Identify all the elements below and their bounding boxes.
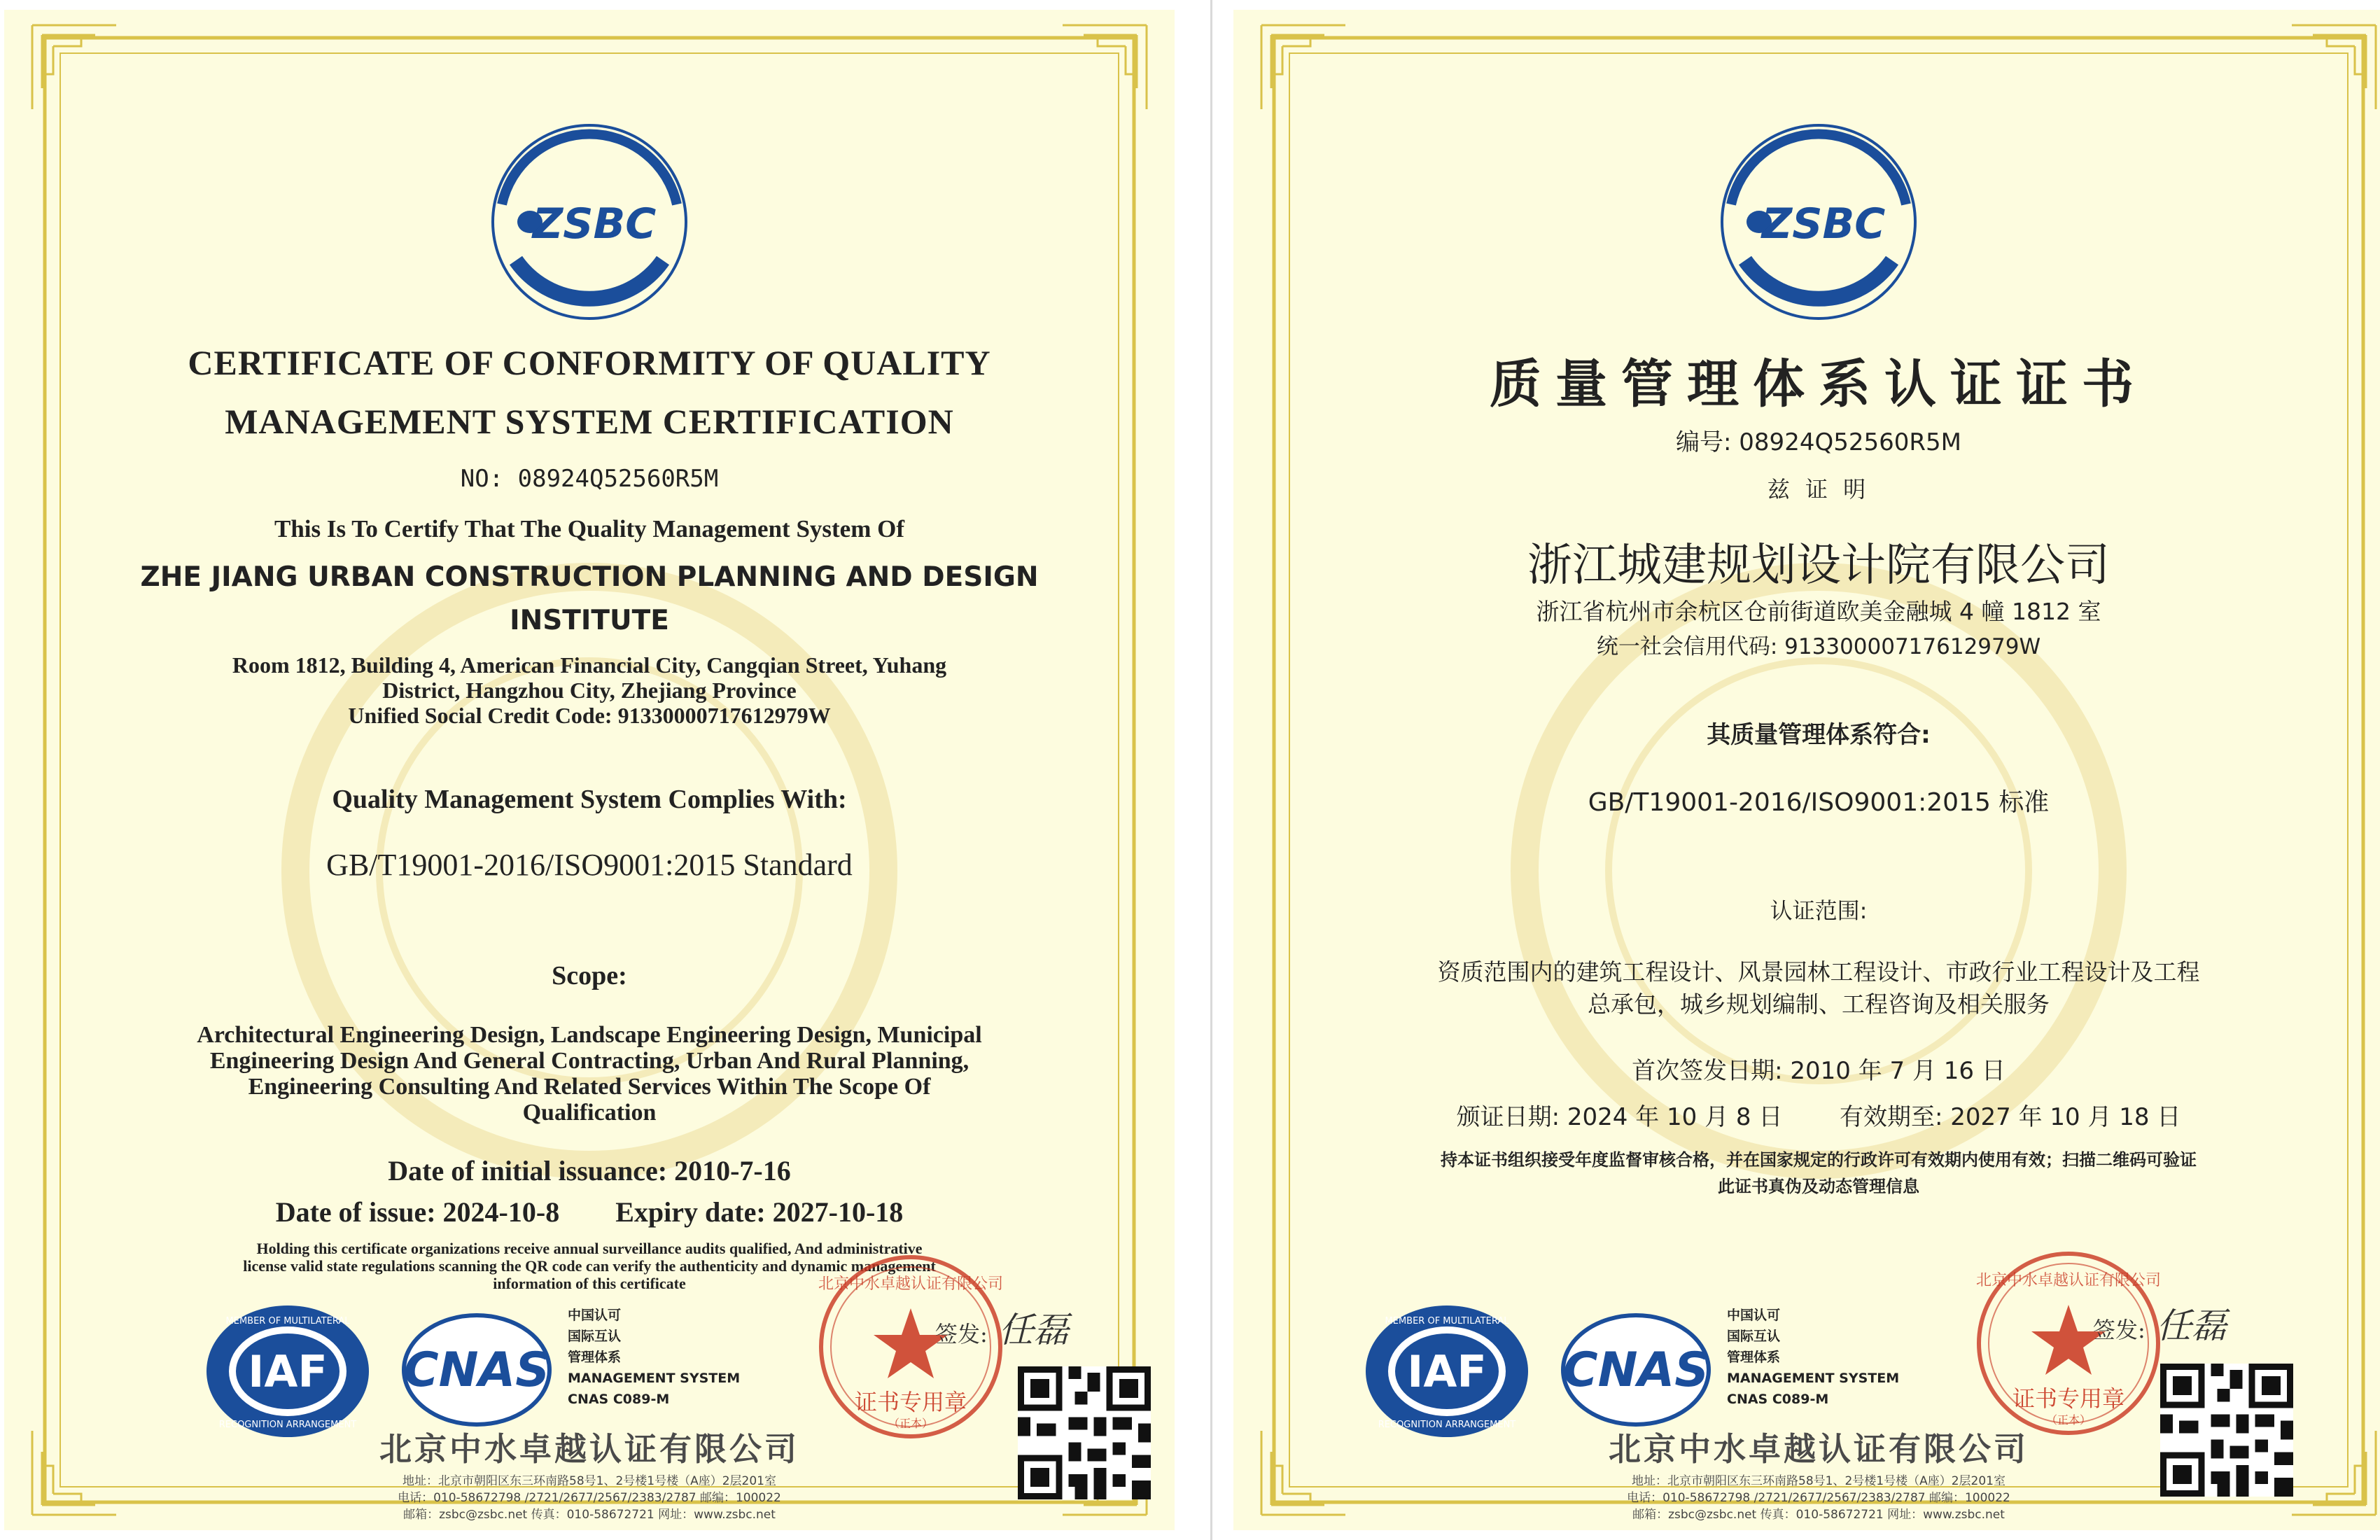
note-line-1: Holding this certificate organizations receive annual surveillance audits qualified, And administrative <box>256 1240 923 1257</box>
initial-issuance-date: Date of initial issuance: 2010-7-16 <box>388 1155 791 1186</box>
seal-small-text: （正本） <box>888 1417 934 1430</box>
address-line-1: Room 1812, Building 4, American Financial City, Cangqian Street, Yuhang <box>232 652 947 678</box>
iaf-letters: IAF <box>1407 1346 1487 1397</box>
cnas-line-2: 国际互认 <box>568 1329 622 1344</box>
title-line-1: CERTIFICATE OF CONFORMITY OF QUALITY <box>188 343 991 382</box>
signature <box>2093 1298 2227 1348</box>
expiry-date: Expiry date: 2027-10-18 <box>615 1196 904 1228</box>
certificate-english <box>4 10 1175 1530</box>
intro-text: This Is To Certify That The Quality Management System Of <box>274 515 905 542</box>
cnas-line-3: 管理体系 <box>568 1350 622 1365</box>
title-line-2: MANAGEMENT SYSTEM CERTIFICATION <box>225 402 954 441</box>
seal-center-text: 证书专用章 <box>854 1389 967 1415</box>
zsbc-logo <box>488 120 691 323</box>
scope-label: 认证范围: <box>1770 897 1868 924</box>
footer-address: 地址：北京市朝阳区东三环南路58号1、2号楼1号楼（A座）2层201室 <box>1632 1474 2005 1488</box>
scope-line-1: Architectural Engineering Design, Landscape Engineering Design, Municipal <box>197 1022 982 1048</box>
issue-expiry-row <box>1233 1098 2380 1132</box>
cnas-line-2: 国际互认 <box>1727 1329 1781 1344</box>
certificate-number: NO: 08924Q52560R5M <box>460 465 719 493</box>
issue-date: Date of issue: 2024-10-8 <box>275 1196 560 1228</box>
scope-line-2: 总承包，城乡规划编制、工程咨询及相关服务 <box>1588 990 2050 1018</box>
cnas-line-5: CNAS C089-M <box>1727 1392 1829 1407</box>
certificate-title: 质量管理体系认证证书 <box>1490 354 2148 414</box>
cnas-line-4: MANAGEMENT SYSTEM <box>568 1371 741 1386</box>
scope-line-3: Engineering Consulting And Related Services Within The Scope Of <box>248 1074 931 1100</box>
page-divider <box>1210 0 1212 1540</box>
cnas-line-5: CNAS C089-M <box>568 1392 670 1407</box>
cnas-line-3: 管理体系 <box>1727 1350 1781 1365</box>
complies-label: Quality Management System Complies With: <box>332 785 847 814</box>
iaf-ring-top: MEMBER OF MULTILATERAL <box>1385 1316 1509 1326</box>
scope-text <box>1233 956 2380 1021</box>
footer-contact: 邮箱：zsbc@zsbc.net 传真：010-58672721 网址：www.zsbc.net <box>403 1508 776 1522</box>
cnas-badge <box>1559 1310 1713 1432</box>
complies-label: 其质量管理体系符合: <box>1707 721 1931 749</box>
scope-line-2: Engineering Design And General Contracting, Urban And Rural Planning, <box>209 1048 969 1074</box>
organization-name <box>4 556 1175 643</box>
credit-code: Unified Social Credit Code: 91330000717612979W <box>348 703 831 728</box>
seal-ring-text: 北京中水卓越认证有限公司 <box>818 1275 1004 1293</box>
certificate-title <box>4 333 1175 451</box>
initial-issuance-date: 首次签发日期: 2010 年 7 月 16 日 <box>1632 1057 2005 1085</box>
certificate-chinese <box>1233 10 2380 1530</box>
seal-ring-text: 北京中水卓越认证有限公司 <box>1975 1272 2162 1289</box>
issue-date: 颁证日期: 2024 年 10 月 8 日 <box>1456 1103 1783 1131</box>
cnas-text <box>1727 1305 1899 1410</box>
organization-address: 浙江省杭州市余杭区仓前街道欧美金融城 4 幢 1812 室 <box>1536 598 2101 625</box>
validity-note <box>1233 1147 2380 1200</box>
organization-name: 浙江城建规划设计院有限公司 <box>1527 540 2110 592</box>
logo-text: ZSBC <box>532 200 657 248</box>
issuer-contact <box>1233 1473 2380 1523</box>
note-line-2: license valid state regulations scanning the QR code can verify the authenticity and dynamic management <box>243 1257 936 1275</box>
issuer-name: 北京中水卓越认证有限公司 <box>379 1430 799 1468</box>
org-line-2: INSTITUTE <box>510 605 669 636</box>
certificate-number: 编号: 08924Q52560R5M <box>1676 428 1961 456</box>
signature-name: 任磊 <box>998 1310 1069 1350</box>
signature-label: 签发: <box>2093 1317 2146 1343</box>
seal-center-text: 证书专用章 <box>2012 1385 2125 1412</box>
hereby-certify: 兹 证 明 <box>1767 476 1870 503</box>
footer-contact: 邮箱：zsbc@zsbc.net 传真：010-58672721 网址：www.zsbc.net <box>1632 1508 2005 1522</box>
cnas-line-1: 中国认可 <box>1727 1308 1781 1323</box>
iaf-badge <box>1363 1301 1531 1444</box>
standard: GB/T19001-2016/ISO9001:2015 标准 <box>1588 788 2050 817</box>
zsbc-logo <box>1717 120 1920 323</box>
footer-address: 地址：北京市朝阳区东三环南路58号1、2号楼1号楼（A座）2层201室 <box>402 1474 776 1488</box>
iaf-ring-top: MEMBER OF MULTILATERAL <box>225 1316 350 1326</box>
iaf-ring-bottom: RECOGNITION ARRANGEMENT <box>1378 1420 1516 1430</box>
scope-label: Scope: <box>552 961 627 990</box>
credit-code: 统一社会信用代码: 91330000717612979W <box>1596 634 2041 659</box>
expiry-date: 有效期至: 2027 年 10 月 18 日 <box>1840 1103 2181 1131</box>
cnas-letters: CNAS <box>1562 1343 1709 1398</box>
org-line-1: ZHE JIANG URBAN CONSTRUCTION PLANNING AND DESIGN <box>140 561 1039 593</box>
cnas-text <box>568 1305 740 1410</box>
cnas-badge <box>400 1310 554 1432</box>
organization-address <box>4 652 1175 728</box>
footer-phone: 电话：010-58672798 /2721/2677/2567/2383/2787 邮编：100022 <box>398 1491 781 1505</box>
cnas-line-1: 中国认可 <box>568 1308 622 1323</box>
signature <box>935 1302 1069 1352</box>
note-line-1: 持本证书组织接受年度监督审核合格，并在国家规定的行政许可有效期内使用有效；扫描二维码可验证 <box>1441 1150 2197 1170</box>
signature-label: 签发: <box>935 1321 988 1348</box>
issuer-name: 北京中水卓越认证有限公司 <box>1609 1430 2029 1468</box>
signature-name: 任磊 <box>2156 1306 2227 1346</box>
logo-text: ZSBC <box>1761 200 1886 248</box>
address-line-2: District, Hangzhou City, Zhejiang Province <box>382 678 797 703</box>
issue-expiry-row <box>4 1196 1175 1228</box>
footer-phone: 电话：010-58672798 /2721/2677/2567/2383/2787 邮编：100022 <box>1627 1491 2010 1505</box>
iaf-letters: IAF <box>248 1346 328 1397</box>
seal-small-text: （正本） <box>2045 1413 2092 1427</box>
note-line-2: 此证书真伪及动态管理信息 <box>1718 1177 1919 1196</box>
cnas-letters: CNAS <box>403 1343 550 1398</box>
issuer-contact <box>4 1473 1175 1523</box>
note-line-3: information of this certificate <box>493 1275 686 1292</box>
scope-line-1: 资质范围内的建筑工程设计、风景园林工程设计、市政行业工程设计及工程 <box>1437 958 2200 986</box>
standard: GB/T19001-2016/ISO9001:2015 Standard <box>326 848 853 882</box>
scope-text <box>4 1022 1175 1126</box>
iaf-ring-bottom: RECOGNITION ARRANGEMENT <box>218 1420 357 1430</box>
cnas-line-4: MANAGEMENT SYSTEM <box>1727 1371 1900 1386</box>
scope-line-4: Qualification <box>522 1100 657 1126</box>
iaf-badge <box>204 1301 372 1444</box>
